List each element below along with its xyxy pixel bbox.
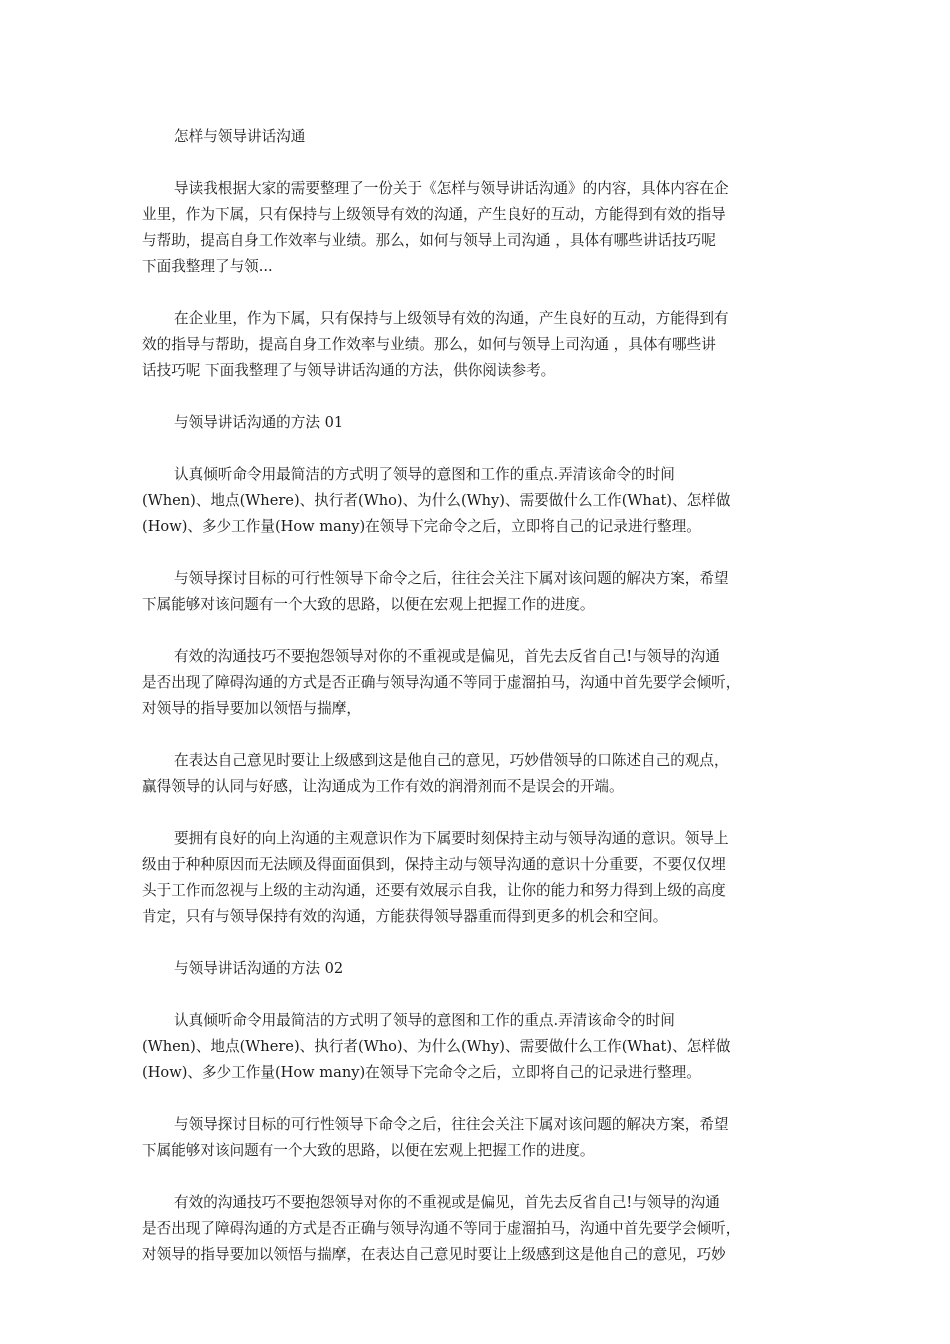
paragraph-line: 话技巧呢 下面我整理了与领导讲话沟通的方法，供你阅读参考。 xyxy=(142,362,556,379)
paragraph-gap xyxy=(142,150,810,176)
paragraph-gap xyxy=(142,540,810,566)
paragraph xyxy=(142,1190,810,1268)
paragraph-line: 认真倾听命令用最简洁的方式明了领导的意图和工作的重点.弄清该命令的时间 xyxy=(174,1012,675,1029)
paragraph-line: 头于工作而忽视与上级的主动沟通，还要有效展示自我，让你的能力和努力得到上级的高度 xyxy=(142,882,726,899)
paragraph-line: 级由于种种原因而无法顾及得面面俱到，保持主动与领导沟通的意识十分重要，不要仅仅埋 xyxy=(142,856,726,873)
paragraph-line: (When)、地点(Where)、执行者(Who)、为什么(Why)、需要做什么工作(What)、怎样做 xyxy=(142,1038,731,1055)
paragraph xyxy=(142,826,810,930)
paragraph-line: 业里，作为下属，只有保持与上级领导有效的沟通，产生良好的互动，方能得到有效的指导 xyxy=(142,206,726,223)
paragraph-line: 赢得领导的认同与好感，让沟通成为工作有效的润滑剂而不是误会的开端。 xyxy=(142,778,624,795)
paragraph-gap xyxy=(142,1086,810,1112)
paragraph-gap xyxy=(142,618,810,644)
paragraph-line: 效的指导与帮助，提高自身工作效率与业绩。那么，如何与领导上司沟通 ，具体有哪些讲 xyxy=(142,336,716,353)
paragraph xyxy=(142,1008,810,1086)
paragraph-line: 在表达自己意见时要让上级感到这是他自己的意见，巧妙借领导的口陈述自己的观点， xyxy=(174,752,729,769)
paragraph-line: 与帮助，提高自身工作效率与业绩。那么，如何与领导上司沟通 ，具体有哪些讲话技巧呢 xyxy=(142,232,716,249)
paragraph-line: 下属能够对该问题有一个大致的思路，以便在宏观上把握工作的进度。 xyxy=(142,596,595,613)
paragraph xyxy=(142,644,810,722)
paragraph-line: 有效的沟通技巧不要抱怨领导对你的不重视或是偏见，首先去反省自己!与领导的沟通 xyxy=(174,648,720,665)
document-title: 怎样与领导讲话沟通 xyxy=(174,128,306,145)
paragraph-gap xyxy=(142,800,810,826)
paragraph xyxy=(142,566,810,618)
paragraph-line: 认真倾听命令用最简洁的方式明了领导的意图和工作的重点.弄清该命令的时间 xyxy=(174,466,675,483)
paragraph-line: 要拥有良好的向上沟通的主观意识作为下属要时刻保持主动与领导沟通的意识。领导上 xyxy=(174,830,729,847)
paragraph-gap xyxy=(142,722,810,748)
paragraph xyxy=(142,956,810,982)
paragraph xyxy=(142,306,810,384)
paragraph xyxy=(142,410,810,436)
paragraph xyxy=(142,748,810,800)
paragraph xyxy=(142,1112,810,1164)
paragraph xyxy=(142,176,810,280)
paragraph-line: 与领导讲话沟通的方法 02 xyxy=(174,960,344,977)
paragraph-line: 肯定，只有与领导保持有效的沟通，方能获得领导器重而得到更多的机会和空间。 xyxy=(142,908,668,925)
paragraph-gap xyxy=(142,1164,810,1190)
paragraph-gap xyxy=(142,384,810,410)
document-body xyxy=(142,124,810,1268)
paragraph-line: 导读我根据大家的需要整理了一份关于《怎样与领导讲话沟通》的内容，具体内容在企 xyxy=(174,180,729,197)
paragraph-line: 与领导讲话沟通的方法 01 xyxy=(174,414,344,431)
paragraph-line: 下面我整理了与领... xyxy=(142,258,273,275)
paragraph-line: 与领导探讨目标的可行性领导下命令之后，往往会关注下属对该问题的解决方案，希望 xyxy=(174,1116,729,1133)
paragraph-gap xyxy=(142,280,810,306)
paragraph-line: 是否出现了障碍沟通的方式是否正确与领导沟通不等同于虚溜拍马，沟通中首先要学会倾听， xyxy=(142,1220,741,1237)
paragraph-line: 在企业里，作为下属，只有保持与上级领导有效的沟通，产生良好的互动，方能得到有 xyxy=(174,310,729,327)
paragraph-gap xyxy=(142,436,810,462)
paragraph-line: (How)、多少工作量(How many)在领导下完命令之后，立即将自己的记录进行整理。 xyxy=(142,518,701,535)
paragraph-line: (When)、地点(Where)、执行者(Who)、为什么(Why)、需要做什么工作(What)、怎样做 xyxy=(142,492,731,509)
paragraph-gap xyxy=(142,982,810,1008)
paragraph-gap xyxy=(142,930,810,956)
paragraph-line: (How)、多少工作量(How many)在领导下完命令之后，立即将自己的记录进行整理。 xyxy=(142,1064,701,1081)
paragraph-line: 对领导的指导要加以领悟与揣摩， xyxy=(142,700,361,717)
paragraph xyxy=(142,462,810,540)
paragraph-line: 对领导的指导要加以领悟与揣摩，在表达自己意见时要让上级感到这是他自己的意见，巧妙 xyxy=(142,1246,726,1263)
paragraph-line: 是否出现了障碍沟通的方式是否正确与领导沟通不等同于虚溜拍马，沟通中首先要学会倾听， xyxy=(142,674,741,691)
paragraph-line: 与领导探讨目标的可行性领导下命令之后，往往会关注下属对该问题的解决方案，希望 xyxy=(174,570,729,587)
paragraph-line: 有效的沟通技巧不要抱怨领导对你的不重视或是偏见，首先去反省自己!与领导的沟通 xyxy=(174,1194,720,1211)
paragraph-line: 下属能够对该问题有一个大致的思路，以便在宏观上把握工作的进度。 xyxy=(142,1142,595,1159)
